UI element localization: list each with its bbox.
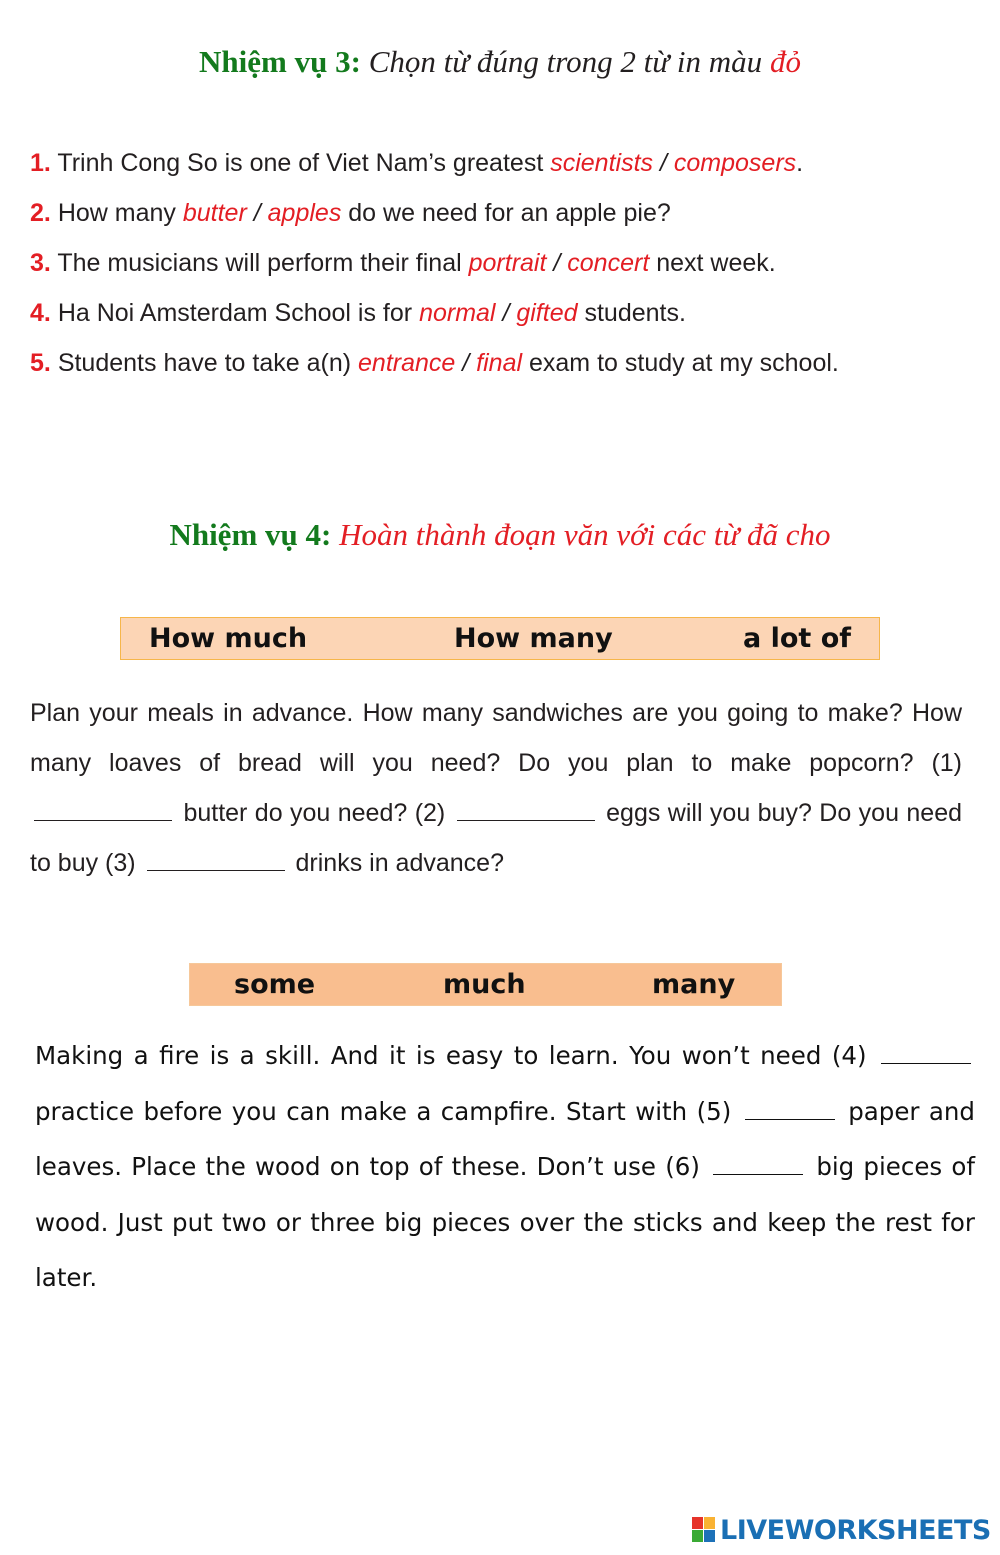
question-text-before: Trinh Cong So is one of Viet Nam’s greatest (57, 149, 544, 177)
option-separator: / (553, 249, 561, 277)
task4-heading (0, 517, 1000, 553)
option-2[interactable]: apples (267, 199, 342, 227)
option-1[interactable]: entrance (358, 349, 456, 377)
word-bank-item: How many (454, 623, 613, 654)
option-separator: / (462, 349, 470, 377)
question-text-before: The musicians will perform their final (57, 249, 462, 277)
task3-heading (0, 44, 1000, 80)
question-text-after: do we need for an apple pie? (348, 199, 671, 227)
question-text-after: next week. (656, 249, 776, 277)
paragraph-2-text: big pieces of wood. Just put two or three big pieces over the sticks and keep the rest for later. (35, 1152, 975, 1292)
word-bank-item: much (443, 969, 526, 1000)
blank-5[interactable] (745, 1097, 835, 1120)
paragraph-1 (30, 688, 962, 888)
question-4 (30, 290, 980, 340)
task3-instruction: Chọn từ đúng trong 2 từ in màu (368, 44, 763, 79)
paragraph-2 (35, 1028, 975, 1306)
paragraph-1-text: drinks in advance? (295, 849, 504, 877)
blank-3[interactable] (147, 848, 285, 871)
word-bank-1 (120, 617, 880, 660)
question-2 (30, 190, 980, 240)
paragraph-2-text: paper and leaves. Place the wood on top of these. Don’t use (6) (35, 1096, 975, 1181)
blank-4[interactable] (881, 1041, 971, 1064)
word-bank-2 (189, 963, 782, 1006)
option-separator: / (253, 199, 261, 227)
option-2[interactable]: concert (567, 249, 650, 277)
paragraph-1-text: butter do you need? (2) (183, 799, 446, 827)
question-5 (30, 340, 980, 390)
question-text-after: students. (584, 299, 686, 327)
word-bank-item: a lot of (743, 623, 852, 654)
word-bank-item: many (652, 969, 736, 1000)
liveworksheets-logo-text: LIVEWORKSHEETS (720, 1514, 991, 1546)
question-text-before: Students have to take a(n) (57, 349, 352, 377)
task3-label: Nhiệm vụ 3: (199, 44, 361, 79)
question-text-before: Ha Noi Amsterdam School is for (57, 299, 413, 327)
question-text-before: How many (57, 199, 176, 227)
question-number: 1. (30, 149, 51, 177)
task4-label: Nhiệm vụ 4: (169, 517, 332, 552)
blank-1[interactable] (34, 798, 172, 821)
paragraph-2-text: practice before you can make a campfire. Start with (5) (35, 1096, 732, 1126)
question-number: 5. (30, 349, 51, 377)
option-2[interactable]: final (476, 349, 523, 377)
option-1[interactable]: normal (419, 299, 496, 327)
question-3 (30, 240, 980, 290)
question-text-after: exam to study at my school. (529, 349, 839, 377)
option-2[interactable]: gifted (516, 299, 578, 327)
blank-2[interactable] (457, 798, 595, 821)
paragraph-1-text: Plan your meals in advance. How many sandwiches are you going to make? How many loaves of bread will you need? Do you plan to make popcorn? (1) (30, 699, 962, 777)
option-1[interactable]: scientists (550, 149, 654, 177)
liveworksheets-logo-icon (692, 1517, 716, 1543)
question-number: 2. (30, 199, 51, 227)
question-number: 3. (30, 249, 51, 277)
question-1 (30, 140, 980, 190)
option-separator: / (659, 149, 667, 177)
word-bank-item: How much (149, 623, 308, 654)
option-2[interactable]: composers (673, 149, 797, 177)
blank-6[interactable] (713, 1152, 803, 1175)
option-1[interactable]: butter (182, 199, 247, 227)
task3-instruction-accent: đỏ (769, 44, 801, 79)
question-number: 4. (30, 299, 51, 327)
paragraph-1-text: eggs will you buy? Do you need to buy (3) (30, 799, 963, 877)
question-list (30, 140, 980, 390)
word-bank-item: some (234, 969, 316, 1000)
option-1[interactable]: portrait (468, 249, 547, 277)
paragraph-2-text: Making a fire is a skill. And it is easy to learn. You won’t need (4) (35, 1041, 867, 1070)
task4-instruction: Hoàn thành đoạn văn với các từ đã cho (339, 517, 831, 552)
liveworksheets-logo (692, 1513, 991, 1547)
option-separator: / (502, 299, 510, 327)
question-text-after: . (796, 149, 804, 177)
